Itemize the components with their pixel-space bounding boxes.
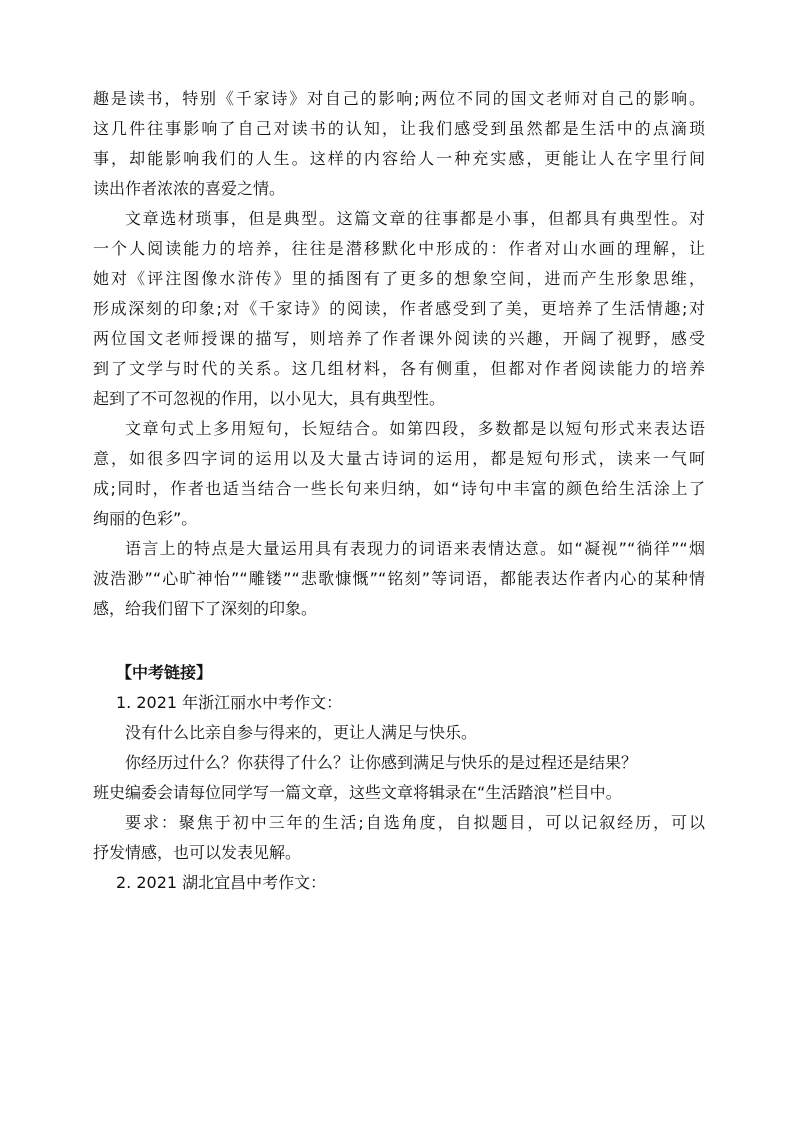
exam-item-label: 2. 2021 湖北宜昌中考作文： (116, 873, 327, 892)
exam-item-2 (93, 868, 705, 898)
exam-item-1 (93, 688, 705, 868)
text-line: 你经历过什么？你获得了什么？让你感到满足与快乐的是过程还是结果？ (125, 753, 638, 772)
text-line: 读出作者浓浓的喜爱之情。 (93, 179, 286, 198)
paragraph-sentence-style (93, 414, 705, 534)
text-line: 形成深刻的印象;对《千家诗》的阅读，作者感受到了美，更培养了生活情趣;对 (93, 299, 705, 318)
text-line: 没有什么比亲自参与得来的，更让人满足与快乐。 (125, 723, 478, 742)
text-line: 一个人阅读能力的培养，往往是潜移默化中形成的：作者对山水画的理解，让 (93, 239, 705, 258)
text-line: 文章选材琐事，但是典型。这篇文章的往事都是小事，但都具有典型性。对 (125, 209, 705, 228)
text-line: 她对《评注图像水浒传》里的插图有了更多的想象空间，进而产生形象思维， (93, 269, 705, 288)
text-line: 绚丽的色彩”。 (93, 509, 198, 528)
text-line: 到了文学与时代的关系。这几组材料，各有侧重，但都对作者阅读能力的培养 (93, 359, 705, 378)
text-line: 两位国文老师授课的描写，则培养了作者课外阅读的兴趣，开阔了视野，感受 (93, 329, 705, 348)
exam-item-label: 1. 2021 年浙江丽水中考作文： (116, 693, 343, 712)
paragraph-material-selection (93, 204, 705, 414)
text-line: 语言上的特点是大量运用具有表现力的词语来表情达意。如“凝视”“徜徉”“烟 (125, 539, 705, 558)
text-line: 意，如很多四字词的运用以及大量古诗词的运用，都是短句形式，读来一气呵 (93, 449, 705, 468)
section-heading: 【中考链接】 (116, 663, 213, 682)
document-body (93, 84, 705, 898)
section-spacer (93, 624, 705, 658)
text-line: 这几件往事影响了自己对读书的认知，让我们感受到虽然都是生活中的点滴琐 (93, 119, 705, 138)
text-line: 起到了不可忽视的作用，以小见大，具有典型性。 (93, 389, 446, 408)
text-line: 成;同时，作者也适当结合一些长句来归纳，如“诗句中丰富的颜色给生活涂上了 (93, 479, 705, 498)
text-line: 感，给我们留下了深刻的印象。 (93, 599, 318, 618)
text-line: 事，却能影响我们的人生。这样的内容给人一种充实感，更能让人在字里行间 (93, 149, 705, 168)
paragraph-language-features (93, 534, 705, 624)
text-line: 抒发情感，也可以发表见解。 (93, 843, 302, 862)
text-line: 波浩渺”“心旷神怡”“雕镂”“悲歌慷慨”“铭刻”等词语，都能表达作者内心的某种情 (93, 569, 705, 588)
text-line: 文章句式上多用短句，长短结合。如第四段，多数都是以短句形式来表达语 (125, 419, 705, 438)
paragraph-continuation (93, 84, 705, 204)
text-line: 班史编委会请每位同学写一篇文章，这些文章将辑录在“生活踏浪”栏目中。 (93, 783, 622, 802)
text-line: 要求：聚焦于初中三年的生活;自选角度，自拟题目，可以记叙经历，可以 (125, 813, 705, 832)
text-line: 趣是读书，特别《千家诗》对自己的影响;两位不同的国文老师对自己的影响。 (93, 89, 705, 108)
